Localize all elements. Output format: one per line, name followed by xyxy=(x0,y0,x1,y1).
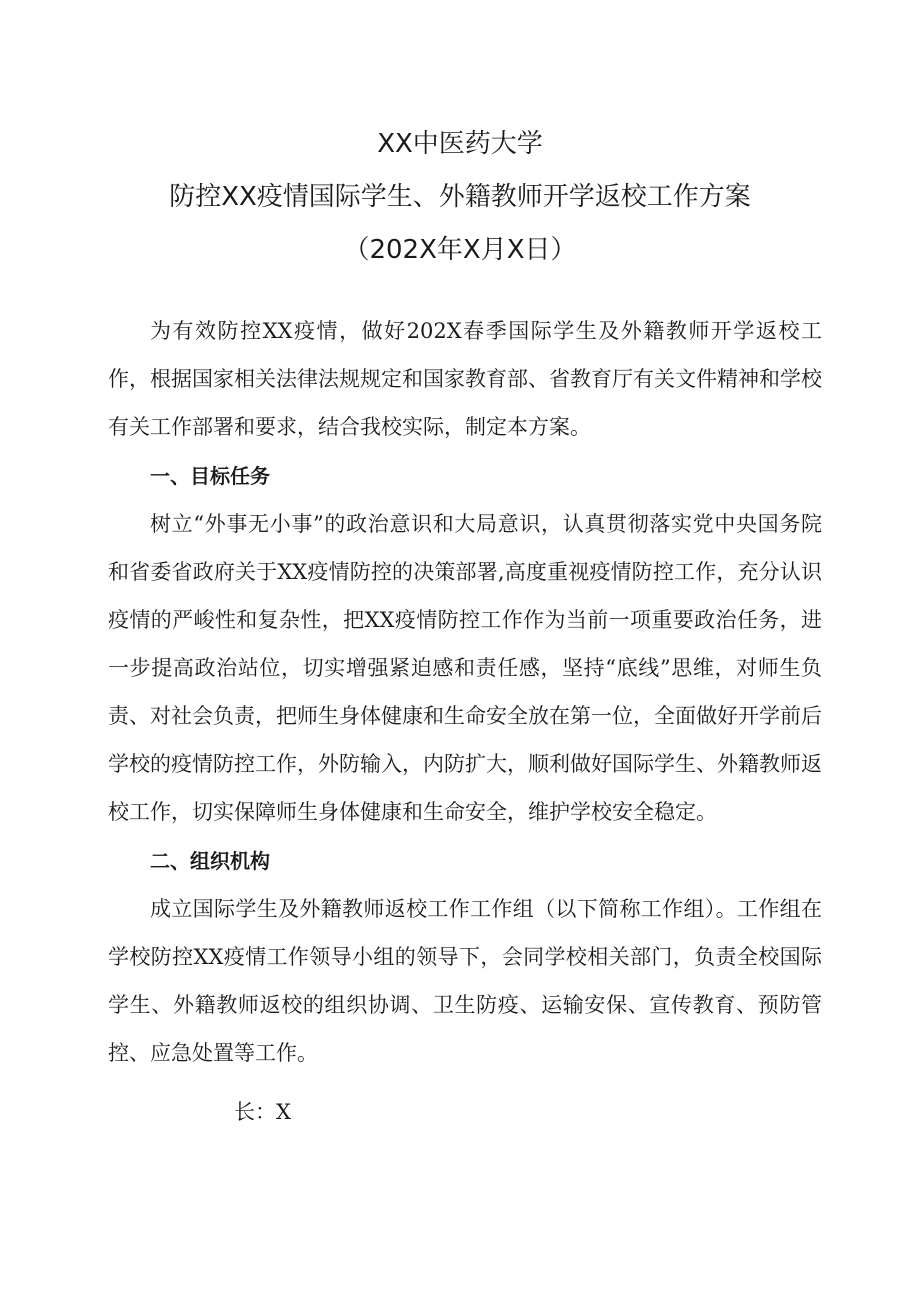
section-body-organization: 成立国际学生及外籍教师返校工作工作组（以下简称工作组）。工作组在学校防控XX疫情工作领导小组的领导下，会同学校相关部门，负责全校国际学生、外籍教师返校的组织协调、卫生防疫、运输安保、宣传教育、预防管控、应急处置等工作。 xyxy=(108,897,822,1065)
section-heading-organization: 二、组织机构 xyxy=(150,849,270,873)
section-body-goals: 树立“外事无小事”的政治意识和大局意识，认真贯彻落实党中央国务院和省委省政府关于XX疫情防控的决策部署,高度重视疫情防控工作，充分认识疫情的严峻性和复杂性，把XX疫情防控工作作为当前一项重要政治任务，进一步提高政治站位，切实增强紧迫感和责任感，坚持“底线”思维，对师生负责、对社会负责，把师生身体健康和生命安全放在第一位，全面做好开学前后学校的疫情防控工作，外防输入，内防扩大，顺利做好国际学生、外籍教师返校工作，切实保障师生身体健康和生命安全，维护学校安全稳定。 xyxy=(108,512,822,824)
team-leader-line: 长：X xyxy=(234,1100,291,1124)
intro-paragraph: 为有效防控XX疫情，做好202X春季国际学生及外籍教师开学返校工作，根据国家相关法律法规规定和国家教育部、省教育厅有关文件精神和学校有关工作部署和要求，结合我校实际，制定本方案。 xyxy=(108,319,822,439)
document-title xyxy=(0,118,920,277)
title-university: XX中医药大学 xyxy=(377,129,543,159)
title-plan-name: 防控XX疫情国际学生、外籍教师开学返校工作方案 xyxy=(169,182,751,212)
section-heading-goals: 一、目标任务 xyxy=(150,464,270,488)
title-date: （202X年X月X日） xyxy=(343,235,577,265)
